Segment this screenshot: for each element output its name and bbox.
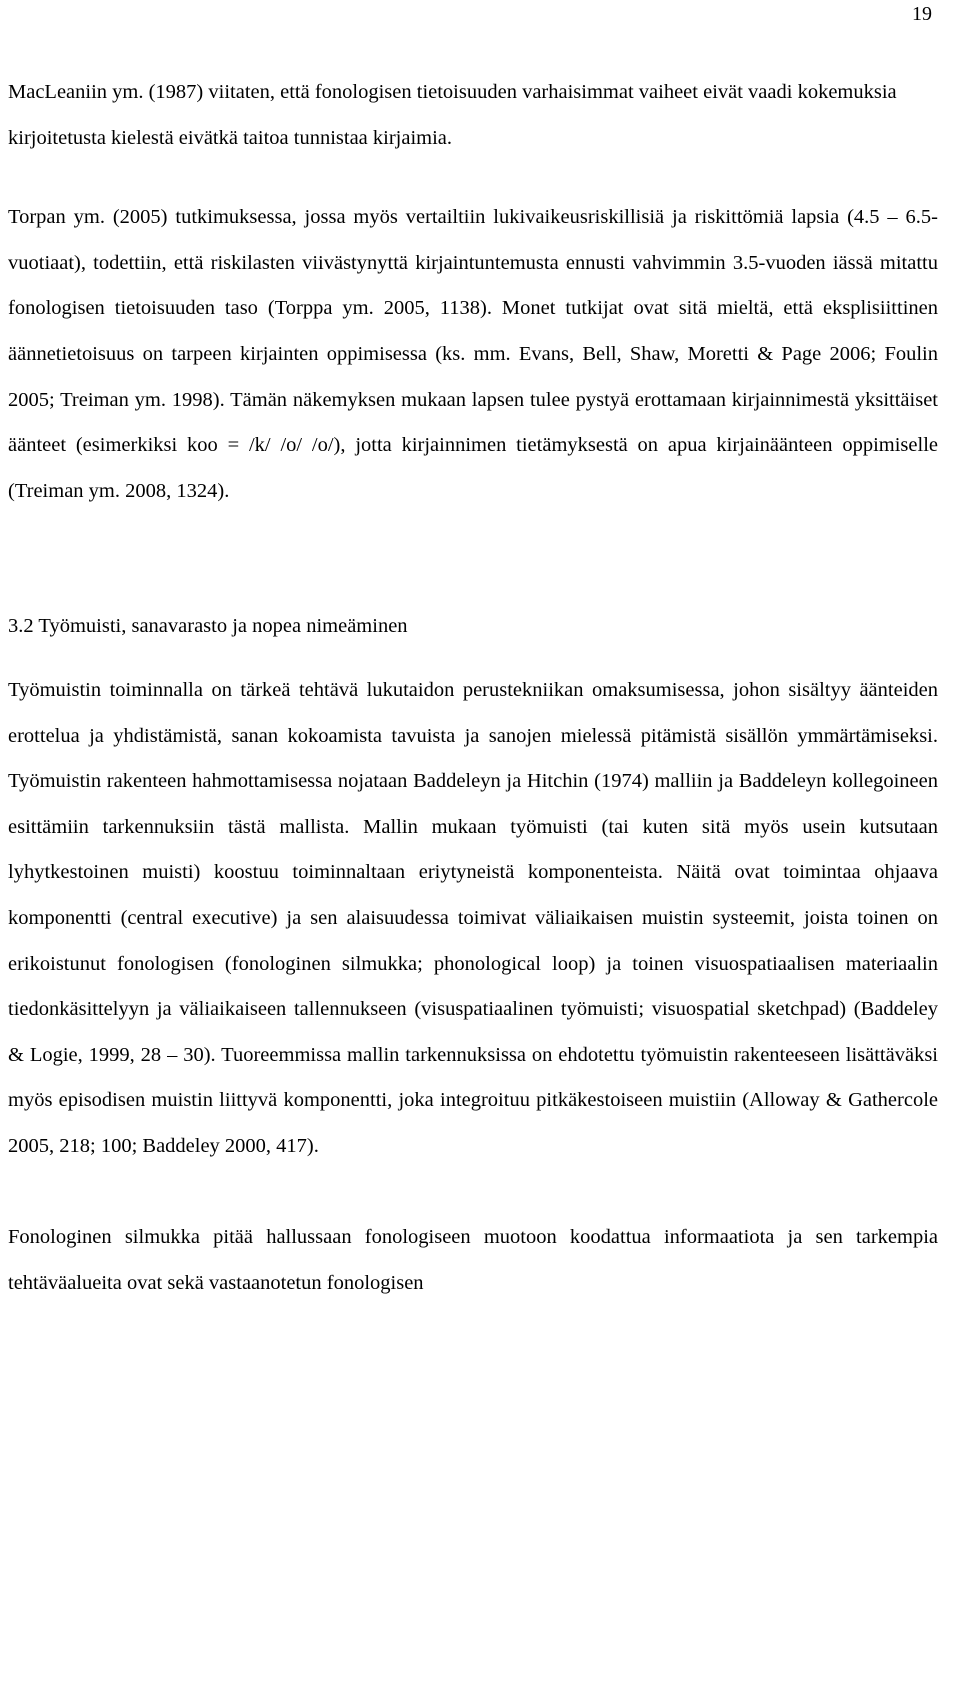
paragraph-phonological-loop: Fonologinen silmukka pitää hallussaan fonologiseen muotoon koodattua informaatiota ja sen tarkempia tehtäväalueita ovat sekä vastaanotetun fonologisen [8, 1226, 938, 1295]
document-body [8, 70, 938, 1307]
paragraph-maclean: MacLeaniin ym. (1987) viitaten, että fonologisen tietoisuuden varhaisimmat vaiheet eivät vaadi kokemuksia kirjoitetusta kielestä eivätkä taitoa tunnistaa kirjaimia. [8, 81, 897, 149]
section-heading: 3.2 Työmuisti, sanavarasto ja nopea nimeäminen [8, 615, 408, 638]
paragraph-torppa: Torpan ym. (2005) tutkimuksessa, jossa myös vertailtiin lukivaikeusriskillisiä ja riskittömiä lapsia (4.5 – 6.5-vuotiaat), todettiin, että riskilasten viivästynyttä kirjaintuntemusta ennusti vahvimmin 3.5-vuoden iässä mitattu fonologisen tietoisuuden taso (Torppa ym. 2005, 1138). Monet tutkijat ovat sitä mieltä, että eksplisiittinen äännetietoisuus on tarpeen kirjainten oppimisessa (ks. mm. Evans, Bell, Shaw, Moretti & Page 2006; Foulin 2005; Treiman ym. 1998). Tämän näkemyksen mukaan lapsen tulee pystyä erottamaan kirjainnimestä yksittäiset äänteet (esimerkiksi koo = /k/ /o/ /o/), jotta kirjainnimen tietämyksestä on apua kirjainäänteen oppimiselle (Treiman ym. 2008, 1324). [8, 206, 938, 502]
page-number: 19 [912, 3, 932, 25]
paragraph-working-memory: Työmuistin toiminnalla on tärkeä tehtävä lukutaidon perustekniikan omaksumisessa, johon sisältyy äänteiden erottelua ja yhdistämistä, sanan kokoamista tavuista ja sanojen mielessä pitämistä sisällön ymmärtämiseksi. Työmuistin rakenteen hahmottamisessa nojataan Baddeleyn ja Hitchin (1974) malliin ja Baddeleyn kollegoineen esittämiin tarkennuksiin tästä mallista. Mallin mukaan työmuisti (tai kuten sitä myös usein kutsutaan lyhytkestoinen muisti) koostuu toiminnaltaan eriytyneistä komponenteista. Näitä ovat toimintaa ohjaava komponentti (central executive) ja sen alaisuudessa toimivat väliaikaisen muistin systeemit, joista toinen on erikoistunut fonologisen (fonologinen silmukka; phonological loop) ja toinen visuospatiaalisen materiaalin tiedonkäsittelyyn ja väliaikaiseen tallennukseen (visuspatiaalinen työmuisti; visuospatial sketchpad) (Baddeley & Logie, 1999, 28 – 30). Tuoreemmissa mallin tarkennuksissa on ehdotettu työmuistin rakenteeseen lisättäväksi myös episodisen muistin liittyvä komponentti, joka integroituu pitkäkestoiseen muistiin (Alloway & Gathercole 2005, 218; 100; Baddeley 2000, 417). [8, 678, 938, 1157]
